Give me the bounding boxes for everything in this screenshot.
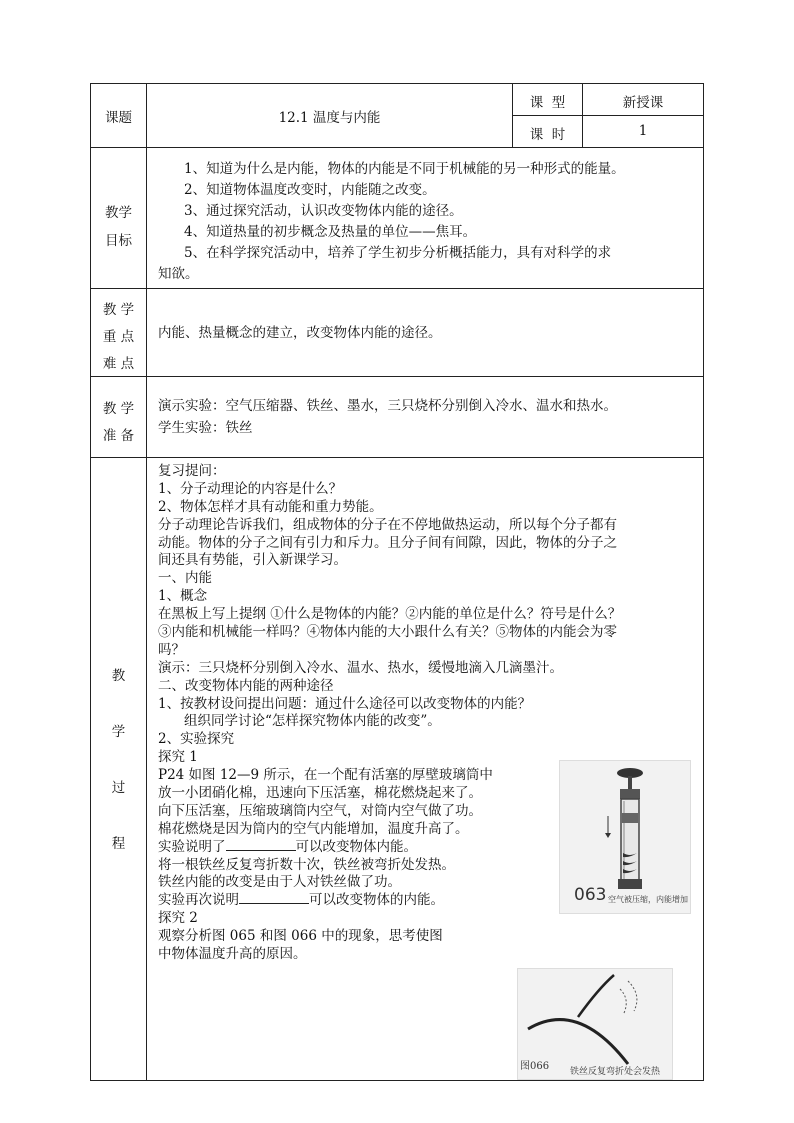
row-divider-objectives: [90, 288, 704, 289]
process-line: 2、物体怎样才具有动能和重力势能。: [158, 498, 383, 515]
hours-label: 课 时: [529, 127, 566, 143]
keypoints-text: 内能、热量概念的建立，改变物体内能的途径。: [158, 325, 442, 341]
topic-label: 课题: [105, 110, 132, 126]
process-label-3: 过: [111, 780, 126, 796]
process-line: 分子动理论告诉我们，组成物体的分子在不停地做热运动，所以每个分子都有: [158, 516, 617, 533]
row-divider-preparation: [90, 457, 704, 458]
objectives-list: [158, 159, 703, 285]
process-line: 在黑板上写上提纲 ①什么是物体的内能？②内能的单位是什么？符号是什么？: [158, 606, 622, 623]
process-line: 组织同学讨论“怎样探究物体内能的改变”。: [184, 713, 441, 730]
keypoints-label-2: 重 点: [102, 329, 135, 345]
objective-item: 知欲。: [158, 266, 199, 282]
process-line: 2、实验探究: [158, 731, 235, 748]
figure-2-caption: 铁丝反复弯折处会发热: [570, 1067, 661, 1077]
objective-item: 2、知道物体温度改变时，内能随之改变。: [184, 182, 436, 198]
process-line: 探究 1: [158, 749, 198, 766]
process-label-2: 学: [111, 724, 126, 740]
objective-item: 4、知道热量的初步概念及热量的单位——焦耳。: [184, 224, 477, 240]
process-line: 中物体温度升高的原因。: [158, 946, 307, 963]
blank-prefix: 实验说明了: [158, 838, 226, 855]
table-border-top: [90, 83, 704, 84]
type-value: 新授课: [622, 95, 664, 111]
process-line: 放一小团硝化棉，迅速向下压活塞，棉花燃烧起来了。: [158, 785, 482, 802]
row-divider-keypoints: [90, 376, 704, 377]
blank-suffix: 可以改变物体的内能。: [309, 892, 444, 909]
process-line: 一、内能: [158, 570, 212, 587]
process-line: P24 如图 12—9 所示，在一个配有活塞的厚壁玻璃筒中: [158, 767, 493, 784]
fill-in-blank: [226, 839, 296, 851]
objective-item: 3、通过探究活动，认识改变物体内能的途径。: [184, 203, 463, 219]
keypoints-label-3: 难 点: [102, 356, 135, 372]
column-divider-label: [146, 83, 147, 1081]
preparation-line-1: 演示实验：空气压缩器、铁丝、墨水，三只烧杯分别倒入冷水、温水和热水。: [158, 398, 617, 414]
process-line: 吗？: [158, 641, 185, 658]
table-border-right: [703, 83, 704, 1081]
process-line: ③内能和机械能一样吗？④物体内能的大小跟什么有关？⑤物体的内能会为零: [158, 624, 617, 641]
blank-prefix: 实验再次说明: [158, 892, 239, 909]
preparation-line-2: 学生实验：铁丝: [158, 420, 253, 436]
objective-item: 5、在科学探究活动中，培养了学生初步分析概括能力，具有对科学的求: [184, 245, 612, 261]
table-border-bottom: [90, 1080, 704, 1081]
wire-bending-figure: [517, 968, 673, 1080]
type-label: 课 型: [529, 95, 566, 111]
keypoints-label-1: 教 学: [102, 302, 135, 318]
process-line: 1、按教材设问提出问题：通过什么途径可以改变物体的内能？: [158, 695, 532, 712]
row-divider-header: [90, 147, 704, 148]
process-label-1: 教: [111, 668, 126, 684]
process-line: 1、概念: [158, 588, 208, 605]
topic-value: 12.1 温度与内能: [278, 110, 381, 126]
process-line: 向下压活塞，压缩玻璃筒内空气，对筒内空气做了功。: [158, 802, 482, 819]
process-line: 探究 2: [158, 910, 198, 927]
process-line: 铁丝内能的改变是由于人对铁丝做了功。: [158, 874, 401, 891]
process-line: 棉花燃烧是因为筒内的空气内能增加，温度升高了。: [158, 820, 469, 837]
process-line: 将一根铁丝反复弯折数十次，铁丝被弯折处发热。: [158, 856, 455, 873]
process-line: 观察分析图 065 和图 066 中的现象，思考使图: [158, 928, 443, 945]
objectives-label-1: 教学: [105, 205, 132, 221]
process-label-4: 程: [111, 836, 126, 852]
figure-1-number: 063: [574, 885, 607, 905]
preparation-label-1: 教 学: [102, 401, 135, 417]
figure-2-number: 图066: [520, 1061, 550, 1072]
hours-value: 1: [638, 123, 648, 139]
process-line: 动能。物体的分子之间有引力和斥力。且分子间有间隙，因此，物体的分子之: [158, 534, 617, 551]
row-divider-type-hours: [512, 115, 704, 116]
process-line: 间还具有势能，引入新课学习。: [158, 552, 347, 569]
blank-suffix: 可以改变物体内能。: [295, 838, 417, 855]
figure-1-caption: 空气被压缩，内能增加: [608, 895, 688, 904]
air-compressor-figure: [559, 760, 691, 914]
process-line: 复习提问：: [158, 463, 226, 479]
process-line: 1、分子动理论的内容是什么？: [158, 480, 343, 497]
objectives-label-2: 目标: [105, 233, 132, 249]
preparation-label-2: 准 备: [102, 428, 135, 444]
process-line: 演示：三只烧杯分别倒入冷水、温水、热水，缓慢地滴入几滴墨汁。: [158, 659, 563, 676]
process-line: 二、改变物体内能的两种途径: [158, 677, 334, 694]
objective-item: 1、知道为什么是内能，物体的内能是不同于机械能的另一种形式的能量。: [184, 161, 625, 177]
fill-in-blank: [239, 892, 309, 904]
